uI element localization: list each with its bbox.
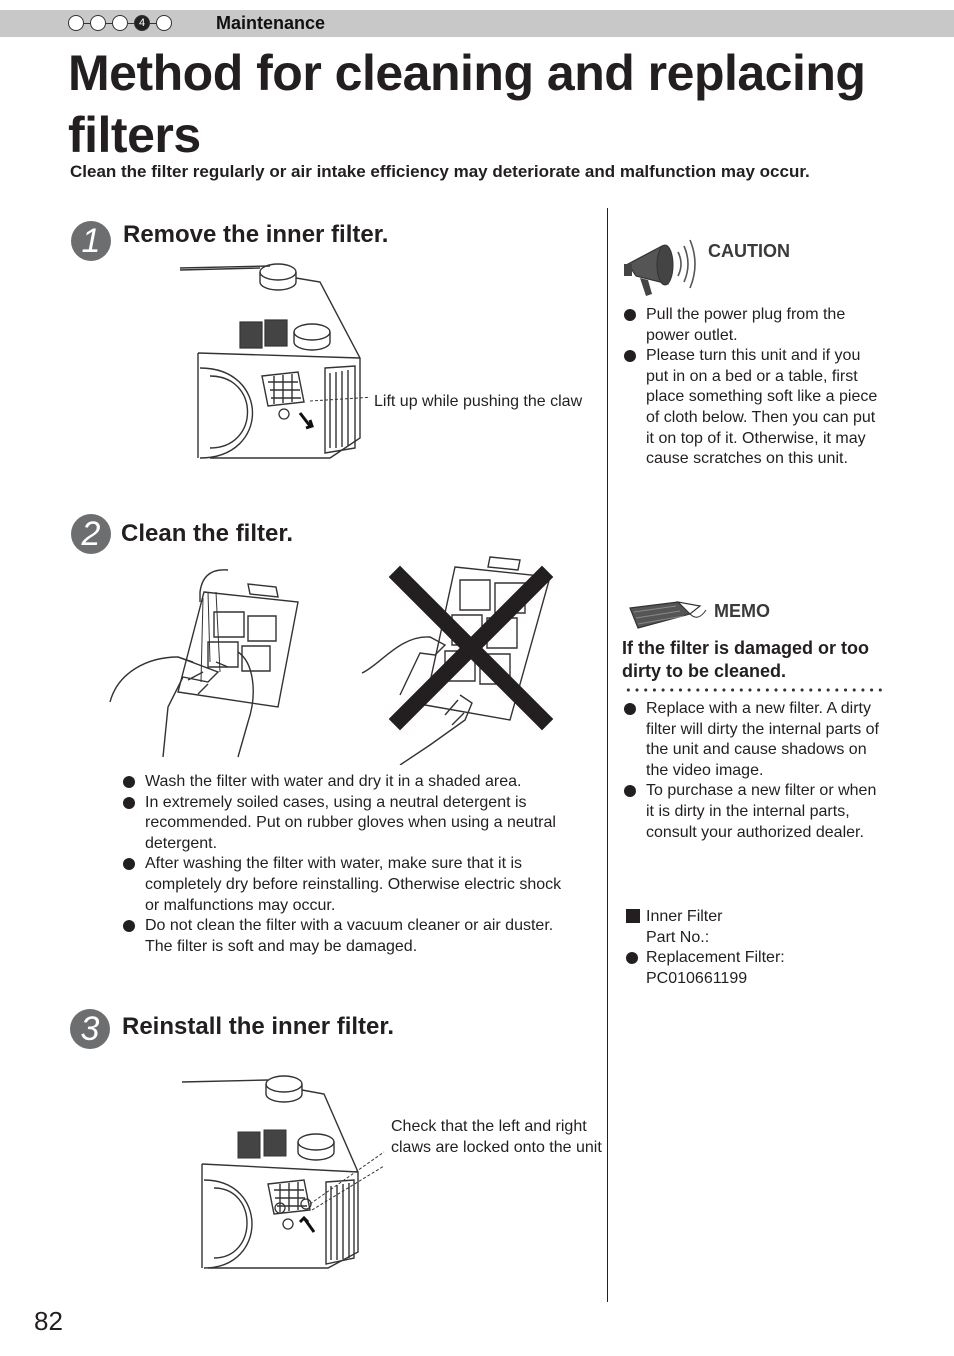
caution-list [624,305,886,470]
square-bullet-icon [626,909,640,923]
step-indicator-dot [68,15,84,31]
step-1-heading: Remove the inner filter. [123,221,389,248]
page-intro: Clean the filter regularly or air intake efficiency may deteriorate and malfunction may occur. [70,162,810,181]
list-item: After washing the filter with water, make sure that it is completely dry before reinstalling. Otherwise electric shock or malfunctions may occur. [123,854,563,916]
step-2-instructions [123,772,563,957]
list-item: Pull the power plug from the power outlet. [624,305,886,346]
step-3-callout: Check that the left and right claws are locked onto the unit [391,1118,602,1156]
list-item: Replace with a new filter. A dirty filter will dirty the internal parts of the unit and cause shadows on the video image. [624,699,886,781]
step-3-heading: Reinstall the inner filter. [122,1013,395,1040]
list-item: To purchase a new filter or when it is dirty in the internal parts, consult your authorized dealer. [624,781,886,843]
cross-mark-icon [400,577,542,719]
vacuum-cleaning-prohibited-illustration [360,555,560,765]
step-indicator-dot [112,15,128,31]
list-item: In extremely soiled cases, using a neutral detergent is recommended. Put on rubber gloves when using a neutral detergent. [123,793,563,855]
page-number: 82 [34,1306,63,1336]
memo-title: If the filter is damaged or too dirty to be cleaned. [622,638,870,681]
pencil-icon [626,598,710,634]
parts-list [626,948,876,989]
projector-filter-removal-illustration [110,258,370,468]
caution-label: CAUTION [708,241,790,261]
dotted-separator [624,687,886,693]
parts-name-row [626,907,888,948]
step-2-number: 2 [71,514,111,554]
step-1-number: 1 [71,221,111,261]
parts-name: Inner Filter [646,908,723,925]
step-indicator-current: 4 [134,15,150,31]
washing-filter-illustration [108,562,308,762]
step-1-callout: Lift up while pushing the claw [374,393,583,410]
step-indicator [68,15,172,31]
page-title: Method for cleaning and replacing filters [68,45,866,163]
column-divider [607,208,608,1302]
header-bar [0,10,954,37]
list-item: Do not clean the filter with a vacuum cleaner or air duster. The filter is soft and may be damaged. [123,916,563,957]
list-item: Please turn this unit and if you put in on a bed or a table, first place something soft like a piece of cloth below. Then you can put it on top of it. Otherwise, it may cause scratches on this unit. [624,346,886,470]
parts-info [626,907,888,989]
projector-filter-reinstall-illustration [178,1072,388,1272]
step-2-heading: Clean the filter. [121,520,294,547]
memo-list [624,699,886,843]
parts-number-label: Part No.: [646,928,710,946]
memo-label: MEMO [714,601,770,621]
step-3-number: 3 [70,1009,110,1049]
list-item: Wash the filter with water and dry it in a shaded area. [123,772,563,793]
step-indicator-dot [156,15,172,31]
list-item: Replacement Filter: PC010661199 [626,948,876,989]
step-indicator-dot [90,15,106,31]
megaphone-icon [622,234,702,300]
section-label: Maintenance [216,13,326,33]
